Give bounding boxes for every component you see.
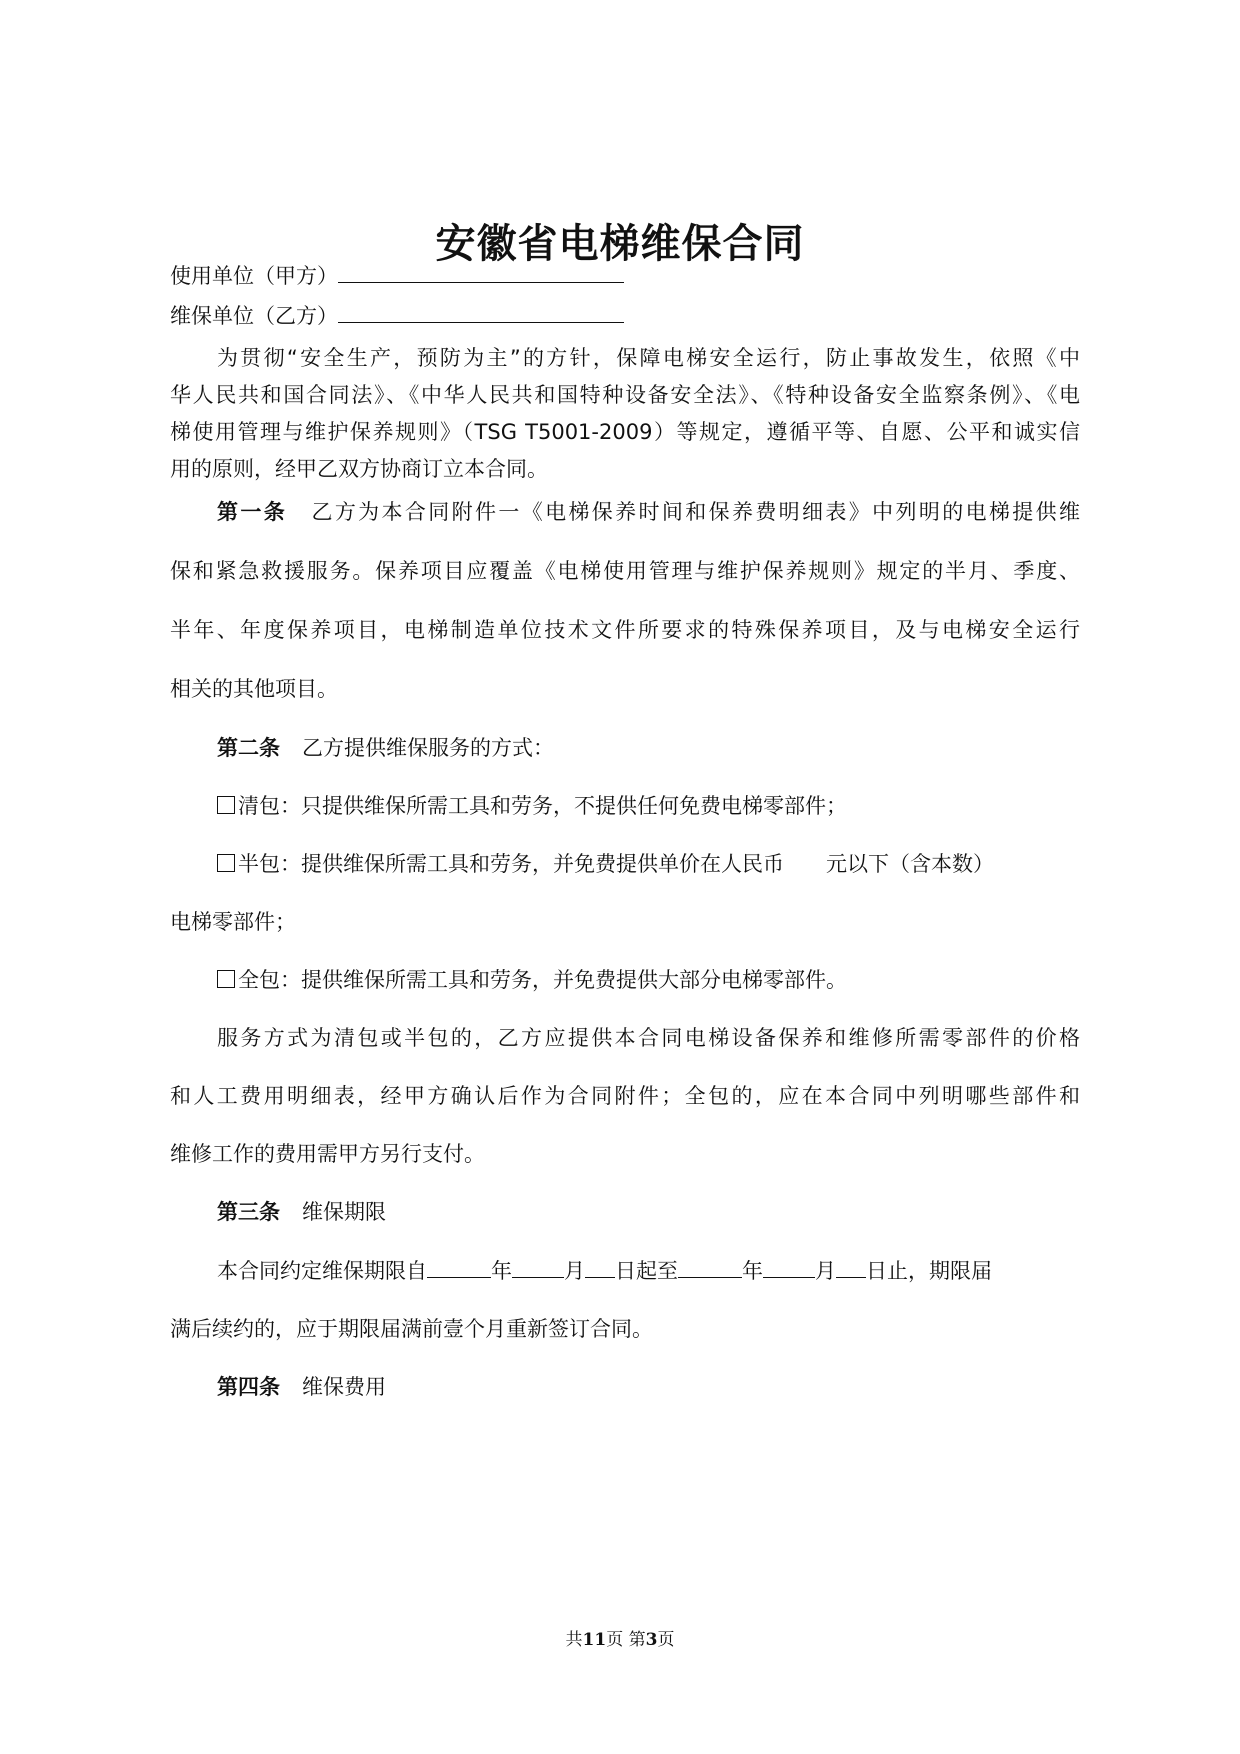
option-full-label: 全包：提供维保所需工具和劳务，并免费提供大部分电梯零部件。 bbox=[238, 968, 847, 992]
option-half-suffix: 元以下（含本数） bbox=[826, 852, 994, 876]
article-2-line bbox=[217, 733, 1080, 763]
article-2-heading: 第二条 bbox=[217, 736, 280, 760]
party-b-line bbox=[170, 300, 1080, 331]
article-3-line bbox=[217, 1197, 1080, 1227]
preamble-line: 为贯彻“安全生产，预防为主”的方针，保障电梯安全运行，防止事故发生，依照《中 bbox=[217, 346, 1080, 370]
option-half-continuation: 电梯零部件； bbox=[170, 910, 296, 934]
article-2-note-line: 和人工费用明细表，经甲方确认后作为合同附件；全包的，应在本合同中列明哪些部件和 bbox=[170, 1084, 1080, 1108]
party-a-blank[interactable] bbox=[338, 260, 624, 283]
footer-page-unit: 页 bbox=[606, 1630, 624, 1650]
article-4-heading: 第四条 bbox=[217, 1375, 280, 1399]
party-b-blank[interactable] bbox=[338, 300, 624, 323]
article-1-line: 保和紧急救援服务。保养项目应覆盖《电梯使用管理与维护保养规则》规定的半月、季度、 bbox=[170, 559, 1080, 583]
year-label: 年 bbox=[491, 1259, 512, 1283]
option-half-package bbox=[217, 849, 1080, 879]
article-2-intro: 乙方提供维保服务的方式： bbox=[302, 736, 554, 760]
article-1-line: 半年、年度保养项目，电梯制造单位技术文件所要求的特殊保养项目，及与电梯安全运行 bbox=[170, 618, 1080, 642]
article-1-line bbox=[217, 497, 1080, 527]
option-clean-label: 清包：只提供维保所需工具和劳务，不提供任何免费电梯零部件； bbox=[238, 794, 847, 818]
article-2-note-line: 维修工作的费用需甲方另行支付。 bbox=[170, 1142, 485, 1166]
month-label: 月 bbox=[815, 1259, 836, 1283]
footer-total-pages: 11 bbox=[582, 1630, 607, 1650]
start-year-blank[interactable] bbox=[427, 1255, 491, 1278]
article-1-line: 相关的其他项目。 bbox=[170, 677, 338, 701]
option-full-checkbox[interactable] bbox=[217, 970, 235, 988]
footer-page-prefix: 第 bbox=[628, 1630, 646, 1650]
year-label: 年 bbox=[742, 1259, 763, 1283]
article-4-line bbox=[217, 1372, 1080, 1402]
footer-page-number: 3 bbox=[645, 1630, 658, 1650]
option-half-label: 半包：提供维保所需工具和劳务，并免费提供单价在人民币 bbox=[238, 852, 784, 876]
preamble-line: 梯使用管理与维护保养规则》（TSG T5001-2009）等规定，遵循平等、自愿、公平和诚实信 bbox=[170, 420, 1080, 444]
footer-page-unit: 页 bbox=[657, 1630, 675, 1650]
month-label: 月 bbox=[564, 1259, 585, 1283]
end-year-blank[interactable] bbox=[678, 1255, 742, 1278]
article-3-line: 满后续约的，应于期限届满前壹个月重新签订合同。 bbox=[170, 1317, 653, 1341]
party-a-line bbox=[170, 260, 1080, 291]
option-clean-package bbox=[217, 791, 1080, 821]
article-3-period-line bbox=[217, 1255, 1080, 1286]
end-day-blank[interactable] bbox=[836, 1255, 866, 1278]
article-1-heading: 第一条 bbox=[217, 500, 288, 524]
preamble-line: 华人民共和国合同法》、《中华人民共和国特种设备安全法》、《特种设备安全监察条例》、《电 bbox=[170, 383, 1080, 407]
option-clean-checkbox[interactable] bbox=[217, 796, 235, 814]
article-4-title: 维保费用 bbox=[302, 1375, 386, 1399]
party-b-label: 维保单位（乙方） bbox=[170, 304, 338, 328]
option-half-checkbox[interactable] bbox=[217, 854, 235, 872]
party-a-label: 使用单位（甲方） bbox=[170, 264, 338, 288]
start-month-blank[interactable] bbox=[512, 1255, 564, 1278]
article-2-note-line: 服务方式为清包或半包的，乙方应提供本合同电梯设备保养和维修所需零部件的价格 bbox=[217, 1026, 1080, 1050]
article-3-heading: 第三条 bbox=[217, 1200, 280, 1224]
page-title: 安徽省电梯维保合同 bbox=[435, 220, 805, 267]
preamble-line: 用的原则，经甲乙双方协商订立本合同。 bbox=[170, 457, 548, 481]
start-day-blank[interactable] bbox=[585, 1255, 615, 1278]
option-full-package bbox=[217, 965, 1080, 995]
period-prefix: 本合同约定维保期限自 bbox=[217, 1259, 427, 1283]
page-footer bbox=[0, 1625, 1240, 1650]
article-1-text: 乙方为本合同附件一《电梯保养时间和保养费明细表》中列明的电梯提供维 bbox=[309, 500, 1081, 524]
day-from-label: 日起至 bbox=[615, 1259, 678, 1283]
day-to-label: 日止，期限届 bbox=[866, 1259, 992, 1283]
footer-total-prefix: 共 bbox=[565, 1630, 583, 1650]
article-3-title: 维保期限 bbox=[302, 1200, 386, 1224]
end-month-blank[interactable] bbox=[763, 1255, 815, 1278]
